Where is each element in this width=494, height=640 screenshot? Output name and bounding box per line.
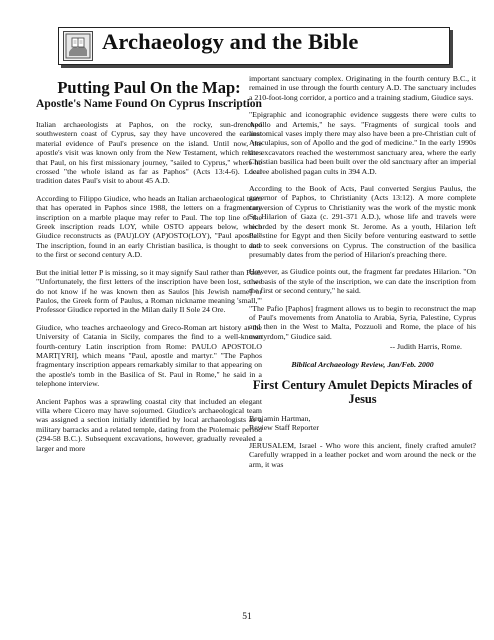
- article-paragraph: Italian archaeologists at Paphos, on the rocky, sun-drenched southwestern coast of Cyprus, say they have uncovered the earliest material evidence of Paul's presence on the island. Until now, the apostle's visit was known only from the New Testament, which relates that Paul, on his first missionary journey, "sailed to Cyprus," where he crossed "the whole island as far as Paphos" (Acts 13:4-6). Local tradition dates Paul's visit to about 45 A.D.: [36, 120, 262, 186]
- article-paragraph: According to the Book of Acts, Paul converted Sergius Paulus, the governor of Paphos, to Christianity (Acts 13:12). A more complete conversion of Cyprus to Christianity was the work of the mystic monk St. Hilarion of Gaza (c. 291-371 A.D.), whose life and travels were recorded by the desert monk St. Jerome. As a youth, Hilarion left Palestine for Egypt and then Sicily before venturing eastward to settle and to seek conversions on Cyprus. The construction of the basilica presumably dates from the period of Hilarion's preaching there.: [249, 184, 476, 259]
- article-title: Putting Paul On the Map:: [57, 78, 241, 97]
- left-column: [36, 79, 262, 461]
- article-paragraph: But the initial letter P is missing, so it may signify Saul rather than Paul. "Unfortunately, the first letters of the inscription have been lost, so we do not know if he was known then as Saulos [his Jewish name] or Paulos, the Greek form of Paulus, a Roman nickname meaning 'small,'" Professor Giudice reported in the Milan daily Il Sole 24 Ore.: [36, 267, 262, 315]
- second-article-title: First Century Amulet Depicts Miracles of Jesus: [252, 377, 473, 407]
- page-number: 51: [242, 612, 252, 622]
- article-subtitle: Apostle's Name Found On Cyprus Inscription: [36, 98, 262, 110]
- byline-name: Benjamin Hartman,: [249, 413, 311, 423]
- right-column: [249, 74, 476, 477]
- article-paragraph: "The Pafio [Paphos] fragment allows us to begin to reconstruct the map of Paul's movements from Anatolia to Arabia, Syria, Palestine, Cyprus and then in the West to Malta, Pozzuoli and Rome, the place of his martyrdom," Giudice said.: [249, 303, 476, 341]
- section-banner: [58, 27, 450, 65]
- banner-title: Archaeology and the Bible: [102, 29, 359, 54]
- source-citation: Biblical Archaeology Review, Jan/Feb. 2000: [291, 359, 434, 369]
- byline-role: Review Staff Reporter: [249, 423, 320, 433]
- article-paragraph: According to Filippo Giudice, who heads an Italian archaeological team that has operated in Paphos since 1988, the letters on a fragmentary inscription on a marble plaque may refer to Paul. The top line of the Greek inscription reads LOY, while OSTO appears below, which Giudice reconstructs as (PAU)LOY (AP)OSTO(LOY), "Paul apostle." The inscription, found in an early Christian basilica, is thought to date to the first or second century A.D.: [36, 193, 262, 260]
- bible-archaeology-logo-icon: [63, 31, 93, 61]
- article-paragraph: However, as Giudice points out, the fragment far predates Hilarion. "On the basis of the style of the inscription, we can date the inscription from the first or second century," he said.: [249, 267, 476, 296]
- article-paragraph: important sanctuary complex. Originating in the fourth century B.C., it remained in use through the fourth century A.D. The sanctuary includes a 210-foot-long corridor, a portico and a training stadium, Giudice says.: [249, 74, 476, 102]
- author-signature: -- Judith Harris, Rome.: [389, 342, 462, 352]
- article-byline: [249, 414, 476, 433]
- article-paragraph: Ancient Paphos was a sprawling coastal city that included an elegant villa where Cicero may have sojourned. Giudice's archaeological team was assigned a section initially identified by local archaeologists as a military barracks and a related temple, dating from the Ptolemaic period (294-58 B.C.). Subsequent excavations, however, gradually revealed a larger and more: [36, 396, 262, 453]
- article-paragraph: JERUSALEM, Israel - Who wore this ancient, finely crafted amulet? Carefully wrapped in a leather pocket and worn around the neck or the arm, it was: [249, 440, 476, 469]
- article-paragraph: "Epigraphic and iconographic evidence suggests there were cults to Apollo and Artemis," he says. "Fragments of surgical tools and anatomical vases imply there may also have been a pre-Christian cult of Aesculapius, son of Apollo and the god of medicine." In the early 1990s the excavators reached the westernmost sanctuary area, where the early Christian basilica had been built over the old sanctuary after an imperial decree abolished pagan cults in 394 A.D.: [249, 110, 476, 176]
- article-paragraph: Giudice, who teaches archaeology and Greco-Roman art history at the University of Catania in Sicily, compares the find to a well-known fourth-century Latin inscription from Rome: PAULO APOSTOLO MART[YRI], which means "Paul, apostle and martyr." "The Paphos fragmentary inscription appears remarkably similar to that appearing on the apostle's tomb in the Basilica of St. Paul in Rome," he said in a telephone interview.: [36, 322, 262, 389]
